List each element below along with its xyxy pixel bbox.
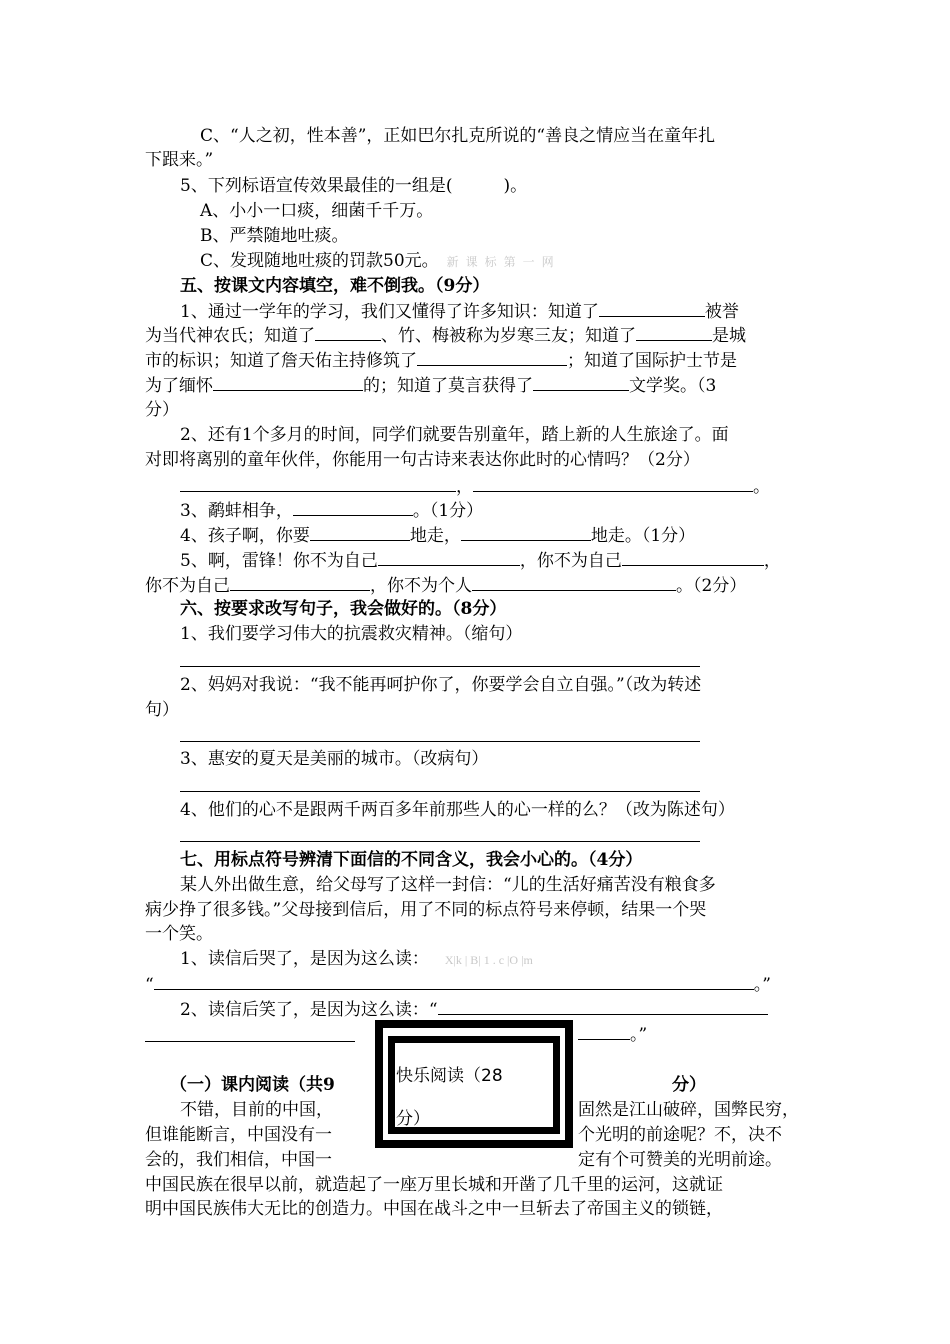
section-6-heading: 六、按要求改写句子，我会做好的。（8分）: [180, 599, 507, 619]
s5-item3-text-b: 。（1分）: [412, 501, 484, 521]
s5-item5-line1: [180, 548, 781, 573]
reading-heading-right: 分）: [672, 1075, 706, 1095]
s5-item1-text-e: 是城: [712, 326, 746, 346]
watermark: X|k | B| 1 . c |O |m: [444, 953, 533, 967]
reading-title-line1: 快乐阅读（28: [396, 1066, 503, 1086]
s6-item1: 1、我们要学习伟大的抗震救灾精神。（缩句）: [180, 624, 523, 644]
s5-item4-text-a: 4、孩子啊，你要: [180, 526, 310, 546]
answer-blank[interactable]: [472, 573, 676, 591]
reading-line2-left: 但谁能断言，中国没有一: [145, 1125, 332, 1145]
s5-item1-text-b: 被誉: [704, 302, 739, 322]
s5-item4: [180, 523, 695, 548]
s5-item5-text-b: ，你不为自己: [519, 551, 622, 571]
reading-title-line2: 分）: [396, 1109, 430, 1129]
answer-blank[interactable]: [417, 348, 567, 366]
open-quote: “: [145, 975, 154, 995]
answer-blank[interactable]: [533, 373, 629, 391]
reading-line2-right: 个光明的前途呢？不，决不: [578, 1125, 782, 1145]
s5-item1-text-i: 的；知道了莫言获得了: [363, 376, 533, 396]
answer-blank[interactable]: [622, 548, 764, 566]
answer-line[interactable]: [180, 841, 700, 842]
answer-blank[interactable]: [378, 548, 520, 566]
s7-q2-text: 2、读信后笑了，是因为这么读：“: [180, 1000, 438, 1020]
s5-item2-line1: 2、还有1个多月的时间，同学们就要告别童年，踏上新的人生旅途了。面: [180, 425, 729, 445]
s7-para-line1: 某人外出做生意，给父母写了这样一封信：“儿的生活好痛苦没有粮食多: [180, 875, 716, 895]
reading-line1-right: 固然是江山破碎，国弊民穷，: [578, 1100, 799, 1120]
reading-heading-left: （一）课内阅读（共9: [170, 1075, 335, 1095]
s5-item5-line2: [145, 573, 746, 598]
answer-blank[interactable]: [578, 1022, 630, 1040]
reading-line1-left: 不错，目前的中国，: [180, 1100, 333, 1120]
answer-blank[interactable]: [293, 498, 413, 516]
s5-item1-text-a: 1、通过一学年的学习，我们又懂得了许多知识：知道了: [180, 302, 599, 322]
s5-item5-text-f: 。（2分）: [676, 576, 747, 596]
answer-line[interactable]: [180, 666, 700, 667]
s7-q2: [180, 997, 768, 1022]
s7-para-line3: 一个笑。: [145, 924, 213, 944]
question-5-stem: 5、下列标语宣传效果最佳的一组是( )。: [180, 176, 528, 196]
question-5-option-c: [200, 249, 556, 274]
answer-blank[interactable]: [180, 474, 456, 492]
s5-item4-text-b: 地走，: [409, 526, 461, 546]
reading-line3-left: 会的，我们相信，中国一: [145, 1150, 332, 1170]
s6-item3: 3、惠安的夏天是美丽的城市。（改病句）: [180, 749, 489, 769]
s5-item5-text-c: ，: [763, 551, 781, 571]
answer-blank[interactable]: [473, 474, 753, 492]
s5-item1-line5: 分）: [145, 400, 179, 420]
s5-item1-line3: [145, 348, 737, 373]
answer-line[interactable]: [145, 1041, 355, 1042]
s5-item1-text-d: 、竹、梅被称为岁寒三友；知道了: [381, 326, 636, 346]
s5-item1-text-j: 文学奖。（3: [629, 376, 717, 396]
answer-blank[interactable]: [154, 972, 754, 990]
reading-line3-right: 定有个可赞美的光明前途。: [578, 1150, 782, 1170]
s5-item1-text-g: ；知道了国际护士节是: [567, 351, 737, 371]
answer-blank[interactable]: [310, 523, 410, 541]
s7-q1-answer: [145, 972, 771, 997]
reading-line4: 中国民族在很早以前，就造起了一座万里长城和开凿了几千里的运河，这就证: [145, 1175, 723, 1195]
s6-item4: 4、他们的心不是跟两千两百多年前那些人的心一样的么？（改为陈述句）: [180, 800, 735, 820]
s5-item3-text-a: 3、鹬蚌相争，: [180, 501, 293, 521]
answer-line[interactable]: [180, 791, 700, 792]
question-5-option-a: A、小小一口痰，细菌千千万。: [200, 201, 434, 221]
reading-line5: 明中国民族伟大无比的创造力。中国在战斗之中一旦斩去了帝国主义的锁链，: [145, 1199, 723, 1219]
s5-item2-line2: 对即将离别的童年伙伴，你能用一句古诗来表达你此时的心情吗？（2分）: [145, 450, 700, 470]
answer-blank[interactable]: [461, 523, 591, 541]
s5-item5-text-d: 你不为自己: [145, 576, 230, 596]
comma: ，: [456, 477, 473, 497]
answer-blank[interactable]: [636, 323, 712, 341]
period: 。: [753, 477, 770, 497]
s5-item1-text-f: 市的标识；知道了詹天佑主持修筑了: [145, 351, 417, 371]
s7-q2-answer-end: [578, 1022, 647, 1047]
s5-item1-text-h: 为了缅怀: [145, 376, 213, 396]
answer-line[interactable]: [180, 741, 700, 742]
s7-para-line2: 病少挣了很多钱。”父母接到信后，用了不同的标点符号来停顿，结果一个哭: [145, 900, 707, 920]
answer-blank[interactable]: [315, 323, 381, 341]
option-c-line1: C、“人之初，性本善”，正如巴尔扎克所说的“善良之情应当在童年扎: [200, 126, 716, 146]
s6-item2-line2: 句）: [145, 700, 179, 720]
watermark: 新 课 标 第 一 网: [446, 255, 556, 269]
answer-blank[interactable]: [599, 299, 705, 317]
section-5-heading: 五、按课文内容填空，难不倒我。（9分）: [180, 276, 490, 296]
answer-blank[interactable]: [213, 373, 363, 391]
s5-item4-text-c: 地走。（1分）: [590, 526, 696, 546]
s5-item1-line1: [180, 299, 739, 324]
option-c-line2: 下跟来。”: [145, 150, 214, 170]
s5-item1-line4: [145, 373, 716, 398]
answer-blank[interactable]: [438, 997, 768, 1015]
section-7-heading: 七、用标点符号辨清下面信的不同含义，我会小心的。（4分）: [180, 850, 643, 870]
close-quote: 。”: [630, 1025, 648, 1045]
s5-item1-line2: [145, 323, 746, 348]
question-5-option-c-text: C、发现随地吐痰的罚款50元。: [200, 251, 439, 271]
question-5-option-b: B、严禁随地吐痰。: [200, 226, 349, 246]
s5-item3: [180, 498, 483, 523]
s5-item5-text-e: ，你不为个人: [370, 576, 472, 596]
s5-item2-answer-line: [180, 474, 770, 499]
close-quote: 。”: [753, 975, 771, 995]
s5-item5-text-a: 5、啊，雷锋！你不为自己: [180, 551, 378, 571]
s6-item2-line1: 2、妈妈对我说：“我不能再呵护你了，你要学会自立自强。”（改为转述: [180, 675, 702, 695]
s7-q1: [180, 947, 533, 972]
s5-item1-text-c: 为当代神农氏；知道了: [145, 326, 315, 346]
s7-q1-text: 1、读信后哭了，是因为这么读：: [180, 949, 429, 969]
answer-blank[interactable]: [230, 573, 370, 591]
